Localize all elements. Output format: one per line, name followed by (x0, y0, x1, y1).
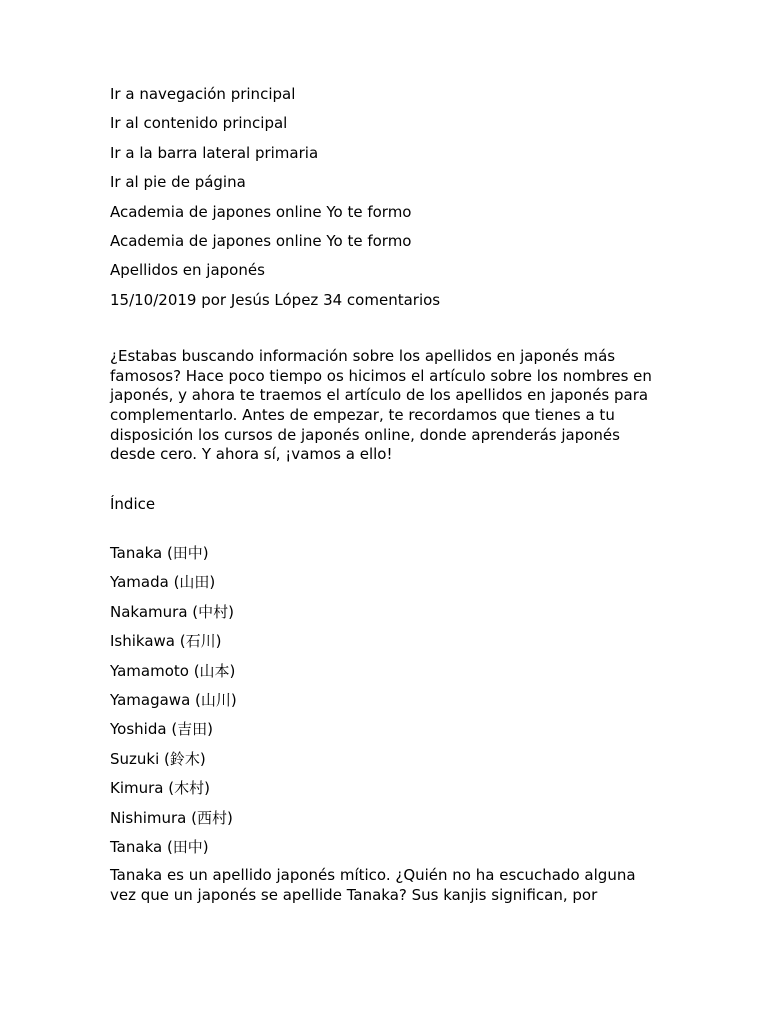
index-item-suzuki[interactable]: Suzuki (鈴木) (110, 749, 206, 768)
index-item-nishimura[interactable]: Nishimura (西村) (110, 808, 233, 827)
index-item-yamagawa[interactable]: Yamagawa (山川) (110, 691, 237, 710)
index-item-yoshida[interactable]: Yoshida (吉田) (110, 720, 214, 739)
skip-link-navigation[interactable]: Ir a navegación principal (110, 85, 296, 103)
article-title: Apellidos en japonés (110, 261, 265, 280)
index-item-tanaka[interactable]: Tanaka (田中) (110, 544, 209, 563)
index-item-yamamoto[interactable]: Yamamoto (山本) (110, 661, 236, 680)
index-label: Índice (110, 494, 156, 513)
section-text: Tanaka es un apellido japonés mítico. ¿Quién no ha escuchado alguna vez que un japonés se apellide Tanaka? Sus kanjis significan, por (110, 866, 636, 904)
spacer (110, 319, 660, 347)
index-item-kimura[interactable]: Kimura (木村) (110, 779, 210, 798)
site-description: Academia de japones online Yo te formo (110, 231, 412, 250)
skip-link-footer[interactable]: Ir al pie de página (110, 173, 246, 192)
skip-link-sidebar[interactable]: Ir a la barra lateral primaria (110, 143, 319, 162)
index-item-yamada[interactable]: Yamada (山田) (110, 573, 216, 592)
index-item-ishikawa[interactable]: Ishikawa (石川) (110, 632, 222, 651)
index-list (110, 543, 660, 837)
site-title[interactable]: Academia de japones online Yo te formo (110, 202, 412, 221)
spacer (110, 465, 660, 494)
article-meta: 15/10/2019 por Jesús López 34 comentarios (110, 290, 441, 309)
index-item-nakamura[interactable]: Nakamura (中村) (110, 602, 234, 621)
spacer (110, 523, 660, 543)
document-page (110, 84, 660, 921)
section-heading: Tanaka (田中) (110, 837, 209, 856)
skip-link-content[interactable]: Ir al contenido principal (110, 114, 288, 133)
article-intro: ¿Estabas buscando información sobre los apellidos en japonés más famosos? Hace poco tiempo os hicimos el artículo sobre los nombres en japonés, y ahora te traemos el artículo de los apellidos en japonés para complementarlo. Antes de empezar, te recordamos que tienes a tu disposición los cursos de japonés online, donde aprenderás japonés desde cero. Y ahora sí, ¡vamos a ello! (110, 347, 652, 464)
